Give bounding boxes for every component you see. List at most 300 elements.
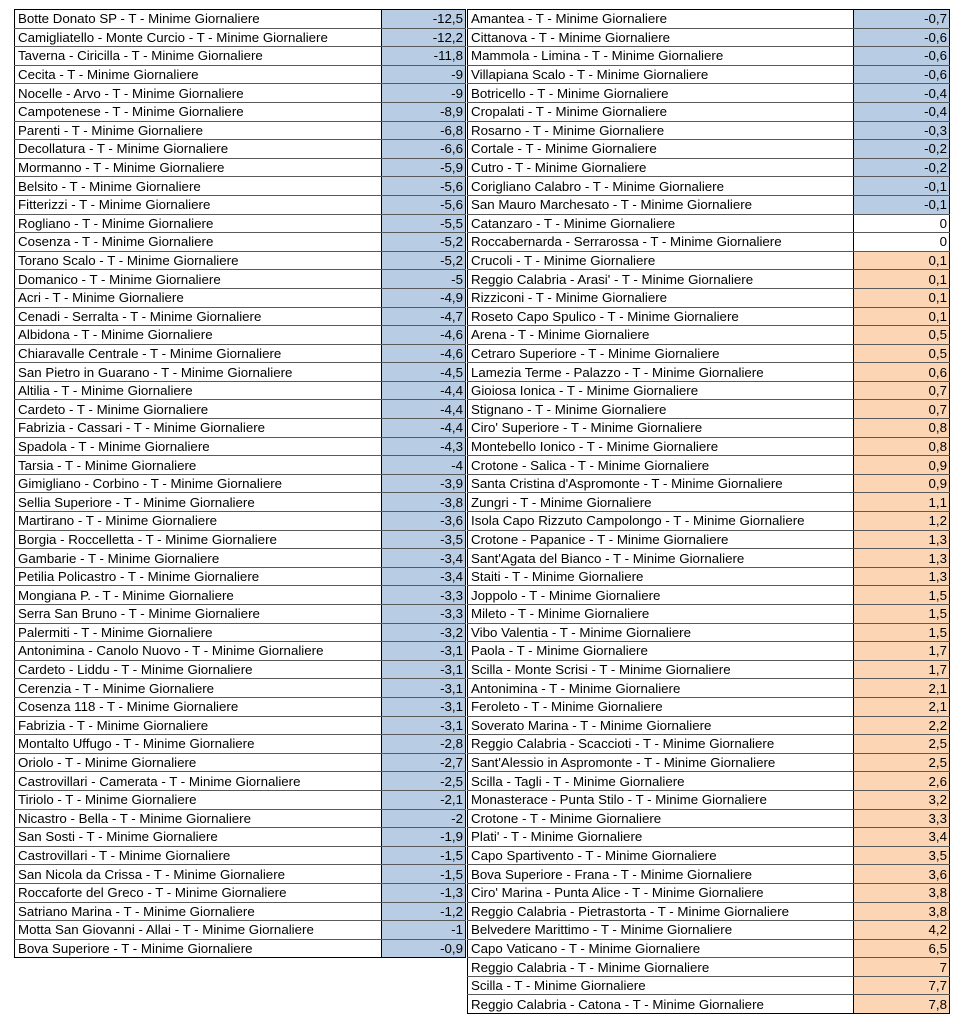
station-name: Montebello Ionico - T - Minime Giornaliere xyxy=(468,437,854,456)
min-temperature-value: 0,8 xyxy=(854,437,950,456)
table-row xyxy=(468,456,950,475)
table-row xyxy=(15,381,466,400)
min-temperature-value: 0,5 xyxy=(854,344,950,363)
station-name: Tiriolo - T - Minime Giornaliere xyxy=(15,790,382,809)
min-temperature-value: -3,9 xyxy=(382,474,466,493)
table-row xyxy=(468,642,950,661)
min-temperature-value: 0,9 xyxy=(854,474,950,493)
min-temperature-value: -3,1 xyxy=(382,697,466,716)
station-name: Cropalati - T - Minime Giornaliere xyxy=(468,102,854,121)
station-name: Mormanno - T - Minime Giornaliere xyxy=(15,158,382,177)
min-temperature-value: 2,1 xyxy=(854,679,950,698)
table-row xyxy=(15,47,466,66)
station-name: Cosenza 118 - T - Minime Giornaliere xyxy=(15,697,382,716)
table-row xyxy=(468,344,950,363)
table-row xyxy=(468,251,950,270)
station-name: Plati' - T - Minime Giornaliere xyxy=(468,828,854,847)
station-name: Paola - T - Minime Giornaliere xyxy=(468,642,854,661)
min-temperature-value: 1,3 xyxy=(854,530,950,549)
min-temperature-value: -12,5 xyxy=(382,10,466,29)
station-name: Taverna - Ciricilla - T - Minime Giornaliere xyxy=(15,47,382,66)
station-name: Scilla - Monte Scrisi - T - Minime Giornaliere xyxy=(468,660,854,679)
table-row xyxy=(15,865,466,884)
station-name: Joppolo - T - Minime Giornaliere xyxy=(468,586,854,605)
min-temperature-value: -3,4 xyxy=(382,567,466,586)
table-row xyxy=(15,400,466,419)
table-row xyxy=(15,326,466,345)
table-row xyxy=(15,642,466,661)
min-temperature-value: 1,2 xyxy=(854,512,950,531)
table-row xyxy=(468,549,950,568)
table-row xyxy=(468,790,950,809)
table-row xyxy=(468,976,950,995)
station-name: Antonimina - Canolo Nuovo - T - Minime Giornaliere xyxy=(15,642,382,661)
table-row xyxy=(15,883,466,902)
station-name: Corigliano Calabro - T - Minime Giornaliere xyxy=(468,177,854,196)
table-row xyxy=(15,10,466,29)
min-temperature-value: -8,9 xyxy=(382,102,466,121)
station-name: Isola Capo Rizzuto Campolongo - T - Minime Giornaliere xyxy=(468,512,854,531)
min-temperature-value: -2,5 xyxy=(382,772,466,791)
table-row xyxy=(15,697,466,716)
min-temperature-value: -5,5 xyxy=(382,214,466,233)
station-name: Mongiana P. - T - Minime Giornaliere xyxy=(15,586,382,605)
station-name: San Nicola da Crissa - T - Minime Giornaliere xyxy=(15,865,382,884)
min-temperature-value: -3,1 xyxy=(382,660,466,679)
station-name: Oriolo - T - Minime Giornaliere xyxy=(15,753,382,772)
min-temperature-value: -9 xyxy=(382,84,466,103)
station-name: San Pietro in Guarano - T - Minime Giornaliere xyxy=(15,363,382,382)
station-name: Cenadi - Serralta - T - Minime Giornaliere xyxy=(15,307,382,326)
station-name: Crotone - Salica - T - Minime Giornaliere xyxy=(468,456,854,475)
min-temperature-value: -6,8 xyxy=(382,121,466,140)
min-temperature-value: -1,5 xyxy=(382,865,466,884)
station-name: Spadola - T - Minime Giornaliere xyxy=(15,437,382,456)
table-row xyxy=(15,660,466,679)
table-row xyxy=(468,307,950,326)
min-temperature-value: -5,6 xyxy=(382,195,466,214)
min-temperature-value: 0,1 xyxy=(854,307,950,326)
station-name: Gioiosa Ionica - T - Minime Giornaliere xyxy=(468,381,854,400)
station-name: Lamezia Terme - Palazzo - T - Minime Giornaliere xyxy=(468,363,854,382)
min-temperature-value: 7,8 xyxy=(854,995,950,1014)
min-temperature-value: 0,8 xyxy=(854,419,950,438)
table-row xyxy=(15,28,466,47)
station-name: Antonimina - T - Minime Giornaliere xyxy=(468,679,854,698)
min-temperature-value: -5,9 xyxy=(382,158,466,177)
table-row xyxy=(468,158,950,177)
min-temperature-value: -2,8 xyxy=(382,735,466,754)
table-row xyxy=(468,121,950,140)
min-temperature-value: -0,4 xyxy=(854,84,950,103)
table-row xyxy=(15,233,466,252)
temperature-table-right xyxy=(467,9,950,1014)
min-temperature-value: -0,2 xyxy=(854,140,950,159)
station-name: Crotone - Papanice - T - Minime Giornaliere xyxy=(468,530,854,549)
table-row xyxy=(15,177,466,196)
table-row xyxy=(468,326,950,345)
station-name: Fabrizia - T - Minime Giornaliere xyxy=(15,716,382,735)
table-row xyxy=(15,288,466,307)
min-temperature-value: 7 xyxy=(854,958,950,977)
min-temperature-value: -4,3 xyxy=(382,437,466,456)
station-name: Chiaravalle Centrale - T - Minime Giornaliere xyxy=(15,344,382,363)
station-name: Castrovillari - Camerata - T - Minime Giornaliere xyxy=(15,772,382,791)
station-name: Reggio Calabria - T - Minime Giornaliere xyxy=(468,958,854,977)
table-row xyxy=(15,419,466,438)
min-temperature-value: -5,2 xyxy=(382,251,466,270)
table-row xyxy=(15,456,466,475)
station-name: Reggio Calabria - Catona - T - Minime Giornaliere xyxy=(468,995,854,1014)
table-row xyxy=(468,586,950,605)
table-row xyxy=(15,84,466,103)
min-temperature-value: 1,5 xyxy=(854,586,950,605)
min-temperature-value: 3,8 xyxy=(854,902,950,921)
table-row xyxy=(468,809,950,828)
min-temperature-value: -11,8 xyxy=(382,47,466,66)
station-name: Sellia Superiore - T - Minime Giornaliere xyxy=(15,493,382,512)
min-temperature-value: -3,8 xyxy=(382,493,466,512)
table-row xyxy=(15,828,466,847)
station-name: Staiti - T - Minime Giornaliere xyxy=(468,567,854,586)
min-temperature-value: 1,7 xyxy=(854,642,950,661)
station-name: Scilla - Tagli - T - Minime Giornaliere xyxy=(468,772,854,791)
station-name: Rosarno - T - Minime Giornaliere xyxy=(468,121,854,140)
min-temperature-value: -12,2 xyxy=(382,28,466,47)
station-name: Cosenza - T - Minime Giornaliere xyxy=(15,233,382,252)
table-row xyxy=(468,437,950,456)
station-name: Decollatura - T - Minime Giornaliere xyxy=(15,140,382,159)
table-row xyxy=(15,512,466,531)
min-temperature-value: 1,3 xyxy=(854,567,950,586)
table-row xyxy=(15,158,466,177)
table-row xyxy=(468,828,950,847)
station-name: Nocelle - Arvo - T - Minime Giornaliere xyxy=(15,84,382,103)
table-row xyxy=(468,753,950,772)
min-temperature-value: -1,3 xyxy=(382,883,466,902)
station-name: Palermiti - T - Minime Giornaliere xyxy=(15,623,382,642)
min-temperature-value: -4,4 xyxy=(382,419,466,438)
station-name: Crucoli - T - Minime Giornaliere xyxy=(468,251,854,270)
station-name: Botricello - T - Minime Giornaliere xyxy=(468,84,854,103)
table-row xyxy=(15,214,466,233)
min-temperature-value: 1,7 xyxy=(854,660,950,679)
table-row xyxy=(15,251,466,270)
table-row xyxy=(468,65,950,84)
table-row xyxy=(468,512,950,531)
table-row xyxy=(468,270,950,289)
min-temperature-value: -2,7 xyxy=(382,753,466,772)
station-name: Catanzaro - T - Minime Giornaliere xyxy=(468,214,854,233)
station-name: San Mauro Marchesato - T - Minime Giornaliere xyxy=(468,195,854,214)
table-row xyxy=(15,623,466,642)
table-row xyxy=(468,102,950,121)
right-table-body xyxy=(468,10,950,1014)
station-name: Botte Donato SP - T - Minime Giornaliere xyxy=(15,10,382,29)
station-name: Cortale - T - Minime Giornaliere xyxy=(468,140,854,159)
table-row xyxy=(15,846,466,865)
table-row xyxy=(15,102,466,121)
min-temperature-value: -0,3 xyxy=(854,121,950,140)
min-temperature-value: -1,2 xyxy=(382,902,466,921)
table-row xyxy=(468,865,950,884)
station-name: Albidona - T - Minime Giornaliere xyxy=(15,326,382,345)
min-temperature-value: 0,1 xyxy=(854,288,950,307)
table-row xyxy=(468,214,950,233)
min-temperature-value: 0,7 xyxy=(854,400,950,419)
table-row xyxy=(468,846,950,865)
table-row xyxy=(468,567,950,586)
station-name: Bova Superiore - Frana - T - Minime Giornaliere xyxy=(468,865,854,884)
station-name: Capo Vaticano - T - Minime Giornaliere xyxy=(468,939,854,958)
station-name: Ciro' Marina - Punta Alice - T - Minime Giornaliere xyxy=(468,883,854,902)
min-temperature-value: 1,3 xyxy=(854,549,950,568)
min-temperature-value: 3,6 xyxy=(854,865,950,884)
table-row xyxy=(15,809,466,828)
min-temperature-value: -0,9 xyxy=(382,939,466,958)
table-row xyxy=(15,902,466,921)
table-row xyxy=(468,939,950,958)
station-name: Martirano - T - Minime Giornaliere xyxy=(15,512,382,531)
table-row xyxy=(468,679,950,698)
station-name: Castrovillari - T - Minime Giornaliere xyxy=(15,846,382,865)
min-temperature-value: -5 xyxy=(382,270,466,289)
min-temperature-value: -0,6 xyxy=(854,47,950,66)
table-row xyxy=(15,437,466,456)
table-row xyxy=(468,995,950,1014)
min-temperature-value: -0,6 xyxy=(854,28,950,47)
table-row xyxy=(15,140,466,159)
station-name: Fabrizia - Cassari - T - Minime Giornaliere xyxy=(15,419,382,438)
station-name: Altilia - T - Minime Giornaliere xyxy=(15,381,382,400)
table-row xyxy=(468,288,950,307)
table-row xyxy=(468,381,950,400)
station-name: Cittanova - T - Minime Giornaliere xyxy=(468,28,854,47)
min-temperature-value: -0,1 xyxy=(854,195,950,214)
station-name: Rizziconi - T - Minime Giornaliere xyxy=(468,288,854,307)
min-temperature-value: -9 xyxy=(382,65,466,84)
table-row xyxy=(15,679,466,698)
station-name: Roccabernarda - Serrarossa - T - Minime Giornaliere xyxy=(468,233,854,252)
station-name: Feroleto - T - Minime Giornaliere xyxy=(468,697,854,716)
station-name: Belsito - T - Minime Giornaliere xyxy=(15,177,382,196)
min-temperature-value: -3,1 xyxy=(382,679,466,698)
min-temperature-value: -4,6 xyxy=(382,344,466,363)
table-row xyxy=(15,716,466,735)
station-name: Reggio Calabria - Arasi' - T - Minime Giornaliere xyxy=(468,270,854,289)
station-name: Vibo Valentia - T - Minime Giornaliere xyxy=(468,623,854,642)
table-row xyxy=(468,177,950,196)
min-temperature-value: -6,6 xyxy=(382,140,466,159)
station-name: Satriano Marina - T - Minime Giornaliere xyxy=(15,902,382,921)
table-row xyxy=(15,939,466,958)
station-name: Cecita - T - Minime Giornaliere xyxy=(15,65,382,84)
min-temperature-value: 2,6 xyxy=(854,772,950,791)
left-table-body xyxy=(15,10,466,958)
temperature-table-left xyxy=(14,9,466,958)
table-row xyxy=(468,195,950,214)
station-name: Cetraro Superiore - T - Minime Giornaliere xyxy=(468,344,854,363)
station-name: Cutro - T - Minime Giornaliere xyxy=(468,158,854,177)
min-temperature-value: 2,5 xyxy=(854,735,950,754)
min-temperature-value: -0,7 xyxy=(854,10,950,29)
table-row xyxy=(468,530,950,549)
station-name: Parenti - T - Minime Giornaliere xyxy=(15,121,382,140)
min-temperature-value: 2,5 xyxy=(854,753,950,772)
min-temperature-value: -4,6 xyxy=(382,326,466,345)
min-temperature-value: 3,5 xyxy=(854,846,950,865)
min-temperature-value: -3,3 xyxy=(382,586,466,605)
station-name: Santa Cristina d'Aspromonte - T - Minime Giornaliere xyxy=(468,474,854,493)
min-temperature-value: -5,2 xyxy=(382,233,466,252)
min-temperature-value: 0 xyxy=(854,233,950,252)
table-row xyxy=(468,772,950,791)
min-temperature-value: -3,2 xyxy=(382,623,466,642)
table-row xyxy=(15,735,466,754)
min-temperature-value: 0,9 xyxy=(854,456,950,475)
min-temperature-value: 1,1 xyxy=(854,493,950,512)
station-name: Domanico - T - Minime Giornaliere xyxy=(15,270,382,289)
table-row xyxy=(468,28,950,47)
min-temperature-value: -0,2 xyxy=(854,158,950,177)
table-row xyxy=(15,474,466,493)
table-row xyxy=(468,47,950,66)
station-name: San Sosti - T - Minime Giornaliere xyxy=(15,828,382,847)
min-temperature-value: 0 xyxy=(854,214,950,233)
min-temperature-value: -1,5 xyxy=(382,846,466,865)
station-name: Soverato Marina - T - Minime Giornaliere xyxy=(468,716,854,735)
station-name: Petilia Policastro - T - Minime Giornaliere xyxy=(15,567,382,586)
min-temperature-value: -4,9 xyxy=(382,288,466,307)
table-row xyxy=(468,84,950,103)
station-name: Mileto - T - Minime Giornaliere xyxy=(468,605,854,624)
table-row xyxy=(468,716,950,735)
station-name: Capo Spartivento - T - Minime Giornaliere xyxy=(468,846,854,865)
min-temperature-value: -1 xyxy=(382,921,466,940)
station-name: Arena - T - Minime Giornaliere xyxy=(468,326,854,345)
table-row xyxy=(15,307,466,326)
min-temperature-value: 0,7 xyxy=(854,381,950,400)
station-name: Camigliatello - Monte Curcio - T - Minime Giornaliere xyxy=(15,28,382,47)
table-row xyxy=(468,400,950,419)
min-temperature-value: -4,5 xyxy=(382,363,466,382)
station-name: Serra San Bruno - T - Minime Giornaliere xyxy=(15,605,382,624)
table-row xyxy=(468,474,950,493)
min-temperature-value: -3,3 xyxy=(382,605,466,624)
station-name: Ciro' Superiore - T - Minime Giornaliere xyxy=(468,419,854,438)
station-name: Rogliano - T - Minime Giornaliere xyxy=(15,214,382,233)
table-row xyxy=(468,493,950,512)
table-row xyxy=(468,363,950,382)
station-name: Mammola - Limina - T - Minime Giornaliere xyxy=(468,47,854,66)
min-temperature-value: 4,2 xyxy=(854,921,950,940)
table-row xyxy=(15,530,466,549)
min-temperature-value: -1,9 xyxy=(382,828,466,847)
min-temperature-value: 3,4 xyxy=(854,828,950,847)
min-temperature-value: -0,4 xyxy=(854,102,950,121)
table-row xyxy=(468,735,950,754)
table-row xyxy=(15,65,466,84)
min-temperature-value: -3,1 xyxy=(382,716,466,735)
min-temperature-value: -4,4 xyxy=(382,400,466,419)
min-temperature-value: 2,1 xyxy=(854,697,950,716)
table-row xyxy=(468,660,950,679)
min-temperature-value: -3,6 xyxy=(382,512,466,531)
station-name: Sant'Alessio in Aspromonte - T - Minime Giornaliere xyxy=(468,753,854,772)
table-row xyxy=(468,10,950,29)
table-row xyxy=(15,270,466,289)
station-name: Roccaforte del Greco - T - Minime Giornaliere xyxy=(15,883,382,902)
table-row xyxy=(468,921,950,940)
min-temperature-value: -3,4 xyxy=(382,549,466,568)
station-name: Torano Scalo - T - Minime Giornaliere xyxy=(15,251,382,270)
table-row xyxy=(15,363,466,382)
min-temperature-value: -2,1 xyxy=(382,790,466,809)
min-temperature-value: 3,2 xyxy=(854,790,950,809)
table-row xyxy=(468,419,950,438)
min-temperature-value: 6,5 xyxy=(854,939,950,958)
min-temperature-value: -0,1 xyxy=(854,177,950,196)
station-name: Cardeto - T - Minime Giornaliere xyxy=(15,400,382,419)
table-row xyxy=(15,195,466,214)
station-name: Borgia - Roccelletta - T - Minime Giornaliere xyxy=(15,530,382,549)
station-name: Campotenese - T - Minime Giornaliere xyxy=(15,102,382,121)
station-name: Sant'Agata del Bianco - T - Minime Giornaliere xyxy=(468,549,854,568)
station-name: Zungri - T - Minime Giornaliere xyxy=(468,493,854,512)
min-temperature-value: 1,5 xyxy=(854,623,950,642)
min-temperature-value: -3,1 xyxy=(382,642,466,661)
station-name: Crotone - T - Minime Giornaliere xyxy=(468,809,854,828)
table-row xyxy=(15,493,466,512)
table-row xyxy=(15,567,466,586)
station-name: Reggio Calabria - Scaccioti - T - Minime Giornaliere xyxy=(468,735,854,754)
min-temperature-value: 0,6 xyxy=(854,363,950,382)
table-row xyxy=(15,605,466,624)
table-row xyxy=(15,921,466,940)
station-name: Stignano - T - Minime Giornaliere xyxy=(468,400,854,419)
table-row xyxy=(15,772,466,791)
station-name: Cardeto - Liddu - T - Minime Giornaliere xyxy=(15,660,382,679)
min-temperature-value: 3,3 xyxy=(854,809,950,828)
table-row xyxy=(15,753,466,772)
station-name: Cerenzia - T - Minime Giornaliere xyxy=(15,679,382,698)
table-row xyxy=(468,140,950,159)
min-temperature-value: -3,5 xyxy=(382,530,466,549)
station-name: Amantea - T - Minime Giornaliere xyxy=(468,10,854,29)
station-name: Tarsia - T - Minime Giornaliere xyxy=(15,456,382,475)
station-name: Roseto Capo Spulico - T - Minime Giornaliere xyxy=(468,307,854,326)
station-name: Villapiana Scalo - T - Minime Giornaliere xyxy=(468,65,854,84)
station-name: Nicastro - Bella - T - Minime Giornaliere xyxy=(15,809,382,828)
min-temperature-value: -4,4 xyxy=(382,381,466,400)
min-temperature-value: -0,6 xyxy=(854,65,950,84)
min-temperature-value: 0,1 xyxy=(854,270,950,289)
table-row xyxy=(468,902,950,921)
table-row xyxy=(15,586,466,605)
min-temperature-value: -2 xyxy=(382,809,466,828)
table-row xyxy=(468,883,950,902)
table-row xyxy=(468,233,950,252)
min-temperature-value: 1,5 xyxy=(854,605,950,624)
table-row xyxy=(15,121,466,140)
table-row xyxy=(468,623,950,642)
table-row xyxy=(468,958,950,977)
min-temperature-value: 7,7 xyxy=(854,976,950,995)
min-temperature-value: 0,5 xyxy=(854,326,950,345)
table-row xyxy=(15,549,466,568)
station-name: Montalto Uffugo - T - Minime Giornaliere xyxy=(15,735,382,754)
station-name: Belvedere Marittimo - T - Minime Giornaliere xyxy=(468,921,854,940)
